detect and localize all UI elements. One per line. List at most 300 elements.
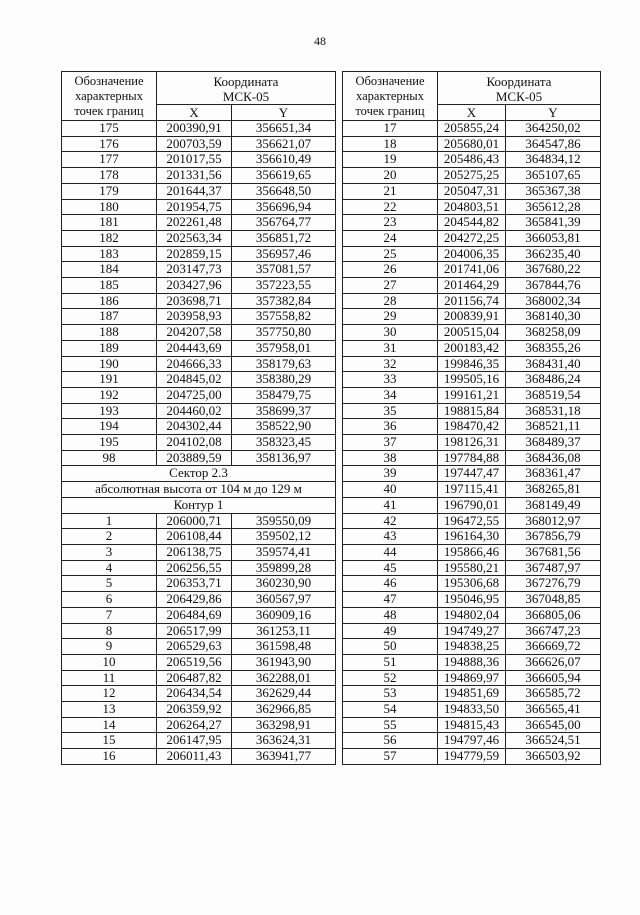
point-number: 6	[62, 592, 157, 608]
table-row	[343, 340, 601, 356]
coord-x: 194779,59	[438, 749, 506, 765]
coord-y: 368002,34	[506, 293, 601, 309]
coord-y: 366626,07	[506, 654, 601, 670]
table-row	[62, 623, 336, 639]
point-number: 179	[62, 183, 157, 199]
coord-y: 366747,23	[506, 623, 601, 639]
point-number: 51	[343, 654, 438, 670]
point-number: 55	[343, 717, 438, 733]
coord-y: 359574,41	[232, 544, 336, 560]
point-number: 37	[343, 435, 438, 451]
coord-y: 357223,55	[232, 278, 336, 294]
coord-y: 367680,22	[506, 262, 601, 278]
point-number: 4	[62, 560, 157, 576]
point-number: 28	[343, 293, 438, 309]
header-coordinate: Координата МСК-05	[157, 72, 336, 105]
coord-y: 356764,77	[232, 215, 336, 231]
coord-y: 365107,65	[506, 168, 601, 184]
coord-x: 204845,02	[157, 372, 232, 388]
point-number: 175	[62, 121, 157, 137]
table-row	[343, 623, 601, 639]
point-number: 57	[343, 749, 438, 765]
coord-x: 206353,71	[157, 576, 232, 592]
table-row	[343, 136, 601, 152]
table-row	[343, 654, 601, 670]
coord-y: 367856,79	[506, 529, 601, 545]
coord-x: 204666,33	[157, 356, 232, 372]
point-number: 49	[343, 623, 438, 639]
table-row	[343, 466, 601, 482]
coord-x: 204006,35	[438, 246, 506, 262]
coord-x: 206108,44	[157, 529, 232, 545]
table-row	[62, 749, 336, 765]
point-number: 21	[343, 183, 438, 199]
coord-y: 366524,51	[506, 733, 601, 749]
point-number: 25	[343, 246, 438, 262]
coord-x: 199505,16	[438, 372, 506, 388]
table-row	[343, 230, 601, 246]
point-number: 192	[62, 387, 157, 403]
table-row	[62, 121, 336, 137]
coord-x: 194838,25	[438, 639, 506, 655]
coord-x: 201741,06	[438, 262, 506, 278]
coord-y: 363298,91	[232, 717, 336, 733]
table-row	[62, 356, 336, 372]
coord-x: 201954,75	[157, 199, 232, 215]
coord-y: 367276,79	[506, 576, 601, 592]
coord-x: 195306,68	[438, 576, 506, 592]
contour-title: Контур 1	[62, 497, 336, 513]
coord-y: 366605,94	[506, 670, 601, 686]
coord-x: 197115,41	[438, 482, 506, 498]
table-row	[343, 278, 601, 294]
table-row	[62, 733, 336, 749]
coord-x: 194851,69	[438, 686, 506, 702]
coord-y: 357750,80	[232, 325, 336, 341]
coord-x: 205047,31	[438, 183, 506, 199]
table-row	[343, 262, 601, 278]
coord-y: 366669,72	[506, 639, 601, 655]
table-row	[343, 325, 601, 341]
point-number: 26	[343, 262, 438, 278]
table-row	[62, 670, 336, 686]
coord-y: 368361,47	[506, 466, 601, 482]
coord-x: 202261,48	[157, 215, 232, 231]
coord-y: 362288,01	[232, 670, 336, 686]
coord-y: 360230,90	[232, 576, 336, 592]
coord-y: 356648,50	[232, 183, 336, 199]
coord-x: 200515,04	[438, 325, 506, 341]
coord-x: 206011,43	[157, 749, 232, 765]
point-number: 190	[62, 356, 157, 372]
point-number: 44	[343, 544, 438, 560]
point-number: 193	[62, 403, 157, 419]
coord-x: 203147,73	[157, 262, 232, 278]
table-row	[62, 246, 336, 262]
coord-y: 367844,76	[506, 278, 601, 294]
sector-title: Сектор 2.3	[62, 466, 336, 482]
table-row	[62, 372, 336, 388]
coord-x: 206517,99	[157, 623, 232, 639]
table-row	[343, 592, 601, 608]
coord-x: 201331,56	[157, 168, 232, 184]
point-number: 7	[62, 607, 157, 623]
table-row	[343, 387, 601, 403]
coord-x: 204803,51	[438, 199, 506, 215]
coord-x: 198470,42	[438, 419, 506, 435]
coord-y: 366545,00	[506, 717, 601, 733]
coord-x: 205680,01	[438, 136, 506, 152]
point-number: 187	[62, 309, 157, 325]
coord-x: 206264,27	[157, 717, 232, 733]
table-row	[343, 199, 601, 215]
point-number: 183	[62, 246, 157, 262]
coord-y: 368519,54	[506, 387, 601, 403]
table-row	[343, 168, 601, 184]
coord-x: 205275,25	[438, 168, 506, 184]
coord-x: 206487,82	[157, 670, 232, 686]
coord-y: 356957,46	[232, 246, 336, 262]
coord-x: 201156,74	[438, 293, 506, 309]
page-number: 48	[314, 34, 326, 48]
header-x: X	[438, 105, 506, 121]
table-row	[343, 733, 601, 749]
point-number: 15	[62, 733, 157, 749]
point-number: 46	[343, 576, 438, 592]
table-row	[343, 419, 601, 435]
coord-x: 204272,25	[438, 230, 506, 246]
sector-height-row	[62, 482, 336, 498]
point-number: 27	[343, 278, 438, 294]
coord-x: 201017,55	[157, 152, 232, 168]
table-row	[343, 576, 601, 592]
point-number: 42	[343, 513, 438, 529]
point-number: 188	[62, 325, 157, 341]
point-number: 24	[343, 230, 438, 246]
coord-y: 366503,92	[506, 749, 601, 765]
table-row	[343, 544, 601, 560]
coord-x: 196164,30	[438, 529, 506, 545]
table-row	[62, 152, 336, 168]
coord-x: 204207,58	[157, 325, 232, 341]
point-number: 189	[62, 340, 157, 356]
coord-y: 357081,57	[232, 262, 336, 278]
point-number: 18	[343, 136, 438, 152]
coord-y: 368521,11	[506, 419, 601, 435]
header-x: X	[157, 105, 232, 121]
point-number: 2	[62, 529, 157, 545]
point-number: 1	[62, 513, 157, 529]
table-row	[343, 450, 601, 466]
table-row	[62, 607, 336, 623]
table-row	[62, 592, 336, 608]
coord-y: 359550,09	[232, 513, 336, 529]
coord-x: 198126,31	[438, 435, 506, 451]
table-row	[62, 513, 336, 529]
point-number: 180	[62, 199, 157, 215]
coord-y: 358136,97	[232, 450, 336, 466]
table-row	[343, 215, 601, 231]
point-number: 184	[62, 262, 157, 278]
table-row	[62, 215, 336, 231]
coord-y: 356851,72	[232, 230, 336, 246]
coord-x: 195046,95	[438, 592, 506, 608]
contour-row	[62, 497, 336, 513]
point-number: 10	[62, 654, 157, 670]
coord-x: 195580,21	[438, 560, 506, 576]
table-row	[62, 702, 336, 718]
point-number: 40	[343, 482, 438, 498]
table-row	[62, 419, 336, 435]
coord-y: 356610,49	[232, 152, 336, 168]
coord-x: 203427,96	[157, 278, 232, 294]
coord-y: 368436,08	[506, 450, 601, 466]
table-row	[343, 372, 601, 388]
coord-y: 368531,18	[506, 403, 601, 419]
coord-y: 357382,84	[232, 293, 336, 309]
coord-x: 204544,82	[438, 215, 506, 231]
coord-y: 368355,26	[506, 340, 601, 356]
coord-y: 366585,72	[506, 686, 601, 702]
coord-y: 358179,63	[232, 356, 336, 372]
coord-x: 206138,75	[157, 544, 232, 560]
table-row	[343, 717, 601, 733]
table-row	[343, 529, 601, 545]
table-row	[62, 387, 336, 403]
point-number: 181	[62, 215, 157, 231]
coord-x: 206484,69	[157, 607, 232, 623]
table-row	[343, 356, 601, 372]
coord-y: 363941,77	[232, 749, 336, 765]
coord-y: 368489,37	[506, 435, 601, 451]
point-number: 23	[343, 215, 438, 231]
coord-y: 359899,28	[232, 560, 336, 576]
coord-y: 368149,49	[506, 497, 601, 513]
coord-y: 360909,16	[232, 607, 336, 623]
coord-y: 361598,48	[232, 639, 336, 655]
table-row	[343, 607, 601, 623]
point-number: 39	[343, 466, 438, 482]
table-row	[343, 121, 601, 137]
point-number: 186	[62, 293, 157, 309]
table-row	[62, 435, 336, 451]
header-point-designation: Обозначение характерных точек границ	[62, 72, 157, 121]
coord-y: 360567,97	[232, 592, 336, 608]
coord-y: 356651,34	[232, 121, 336, 137]
table-row	[343, 670, 601, 686]
coord-x: 199161,21	[438, 387, 506, 403]
table-row	[343, 309, 601, 325]
table-row	[62, 136, 336, 152]
point-number: 29	[343, 309, 438, 325]
point-number: 176	[62, 136, 157, 152]
coord-y: 356619,65	[232, 168, 336, 184]
coord-y: 358699,37	[232, 403, 336, 419]
table-row	[62, 262, 336, 278]
coord-y: 367048,85	[506, 592, 601, 608]
coord-y: 364250,02	[506, 121, 601, 137]
coord-x: 202563,34	[157, 230, 232, 246]
point-number: 13	[62, 702, 157, 718]
table-row	[62, 403, 336, 419]
coord-y: 367681,56	[506, 544, 601, 560]
point-number: 30	[343, 325, 438, 341]
table-row	[62, 278, 336, 294]
table-row	[343, 293, 601, 309]
point-number: 185	[62, 278, 157, 294]
table-row	[343, 482, 601, 498]
coord-x: 194802,04	[438, 607, 506, 623]
point-number: 191	[62, 372, 157, 388]
coord-y: 368431,40	[506, 356, 601, 372]
coord-x: 194749,27	[438, 623, 506, 639]
coord-y: 368265,81	[506, 482, 601, 498]
coord-x: 200703,59	[157, 136, 232, 152]
table-row	[62, 309, 336, 325]
point-number: 50	[343, 639, 438, 655]
coord-x: 205486,43	[438, 152, 506, 168]
coord-y: 359502,12	[232, 529, 336, 545]
table-row	[62, 183, 336, 199]
coord-y: 366805,06	[506, 607, 601, 623]
coord-x: 206434,54	[157, 686, 232, 702]
coord-x: 202859,15	[157, 246, 232, 262]
point-number: 20	[343, 168, 438, 184]
coord-y: 358479,75	[232, 387, 336, 403]
table-row	[343, 183, 601, 199]
table-row	[343, 639, 601, 655]
coord-x: 200839,91	[438, 309, 506, 325]
coord-x: 201464,29	[438, 278, 506, 294]
point-number: 19	[343, 152, 438, 168]
coord-x: 206429,86	[157, 592, 232, 608]
coord-y: 366235,40	[506, 246, 601, 262]
point-number: 36	[343, 419, 438, 435]
table-row	[62, 168, 336, 184]
coordinates-table-right	[342, 71, 601, 765]
coord-x: 195866,46	[438, 544, 506, 560]
point-number: 9	[62, 639, 157, 655]
coord-x: 206000,71	[157, 513, 232, 529]
table-row	[62, 576, 336, 592]
table-row	[343, 435, 601, 451]
point-number: 17	[343, 121, 438, 137]
sector-height: абсолютная высота от 104 м до 129 м	[62, 482, 336, 498]
header-point-designation: Обозначение характерных точек границ	[343, 72, 438, 121]
point-number: 56	[343, 733, 438, 749]
coord-x: 206519,56	[157, 654, 232, 670]
coord-y: 356621,07	[232, 136, 336, 152]
coord-y: 364834,12	[506, 152, 601, 168]
coord-x: 204725,00	[157, 387, 232, 403]
coord-y: 366565,41	[506, 702, 601, 718]
table-row	[62, 325, 336, 341]
coord-x: 203889,59	[157, 450, 232, 466]
point-number: 43	[343, 529, 438, 545]
point-number: 182	[62, 230, 157, 246]
coord-y: 362629,44	[232, 686, 336, 702]
table-row	[343, 403, 601, 419]
point-number: 14	[62, 717, 157, 733]
table-row	[62, 686, 336, 702]
point-number: 12	[62, 686, 157, 702]
coord-x: 205855,24	[438, 121, 506, 137]
coord-x: 198815,84	[438, 403, 506, 419]
coord-y: 365841,39	[506, 215, 601, 231]
coord-x: 203698,71	[157, 293, 232, 309]
coord-x: 194815,43	[438, 717, 506, 733]
coord-y: 368486,24	[506, 372, 601, 388]
coord-y: 367487,97	[506, 560, 601, 576]
coord-x: 206256,55	[157, 560, 232, 576]
point-number: 16	[62, 749, 157, 765]
coord-x: 194797,46	[438, 733, 506, 749]
coord-y: 358323,45	[232, 435, 336, 451]
header-y: Y	[232, 105, 336, 121]
point-number: 41	[343, 497, 438, 513]
table-row	[62, 199, 336, 215]
table-row	[62, 560, 336, 576]
coord-x: 200390,91	[157, 121, 232, 137]
point-number: 35	[343, 403, 438, 419]
table-row	[343, 246, 601, 262]
table-row	[62, 639, 336, 655]
point-number: 54	[343, 702, 438, 718]
coord-x: 206359,92	[157, 702, 232, 718]
point-number: 53	[343, 686, 438, 702]
table-row	[343, 513, 601, 529]
coord-y: 361943,90	[232, 654, 336, 670]
header-y: Y	[506, 105, 601, 121]
coord-x: 196790,01	[438, 497, 506, 513]
coord-x: 196472,55	[438, 513, 506, 529]
point-number: 34	[343, 387, 438, 403]
table-row	[62, 340, 336, 356]
coord-y: 365612,28	[506, 199, 601, 215]
table-row	[62, 717, 336, 733]
point-number: 3	[62, 544, 157, 560]
coord-x: 199846,35	[438, 356, 506, 372]
table-row	[343, 152, 601, 168]
point-number: 11	[62, 670, 157, 686]
sector-title-row	[62, 466, 336, 482]
table-row	[343, 497, 601, 513]
coord-x: 203958,93	[157, 309, 232, 325]
point-number: 22	[343, 199, 438, 215]
table-row	[62, 293, 336, 309]
coord-y: 365367,38	[506, 183, 601, 199]
coord-y: 362966,85	[232, 702, 336, 718]
point-number: 45	[343, 560, 438, 576]
point-number: 33	[343, 372, 438, 388]
point-number: 178	[62, 168, 157, 184]
coord-x: 204443,69	[157, 340, 232, 356]
table-row	[62, 450, 336, 466]
coord-y: 361253,11	[232, 623, 336, 639]
table-row	[62, 544, 336, 560]
table-row	[343, 560, 601, 576]
point-number: 32	[343, 356, 438, 372]
coord-x: 194833,50	[438, 702, 506, 718]
coord-x: 194869,97	[438, 670, 506, 686]
coord-x: 197447,47	[438, 466, 506, 482]
point-number: 98	[62, 450, 157, 466]
point-number: 5	[62, 576, 157, 592]
point-number: 194	[62, 419, 157, 435]
coord-x: 204102,08	[157, 435, 232, 451]
coord-y: 358380,29	[232, 372, 336, 388]
coord-x: 201644,37	[157, 183, 232, 199]
